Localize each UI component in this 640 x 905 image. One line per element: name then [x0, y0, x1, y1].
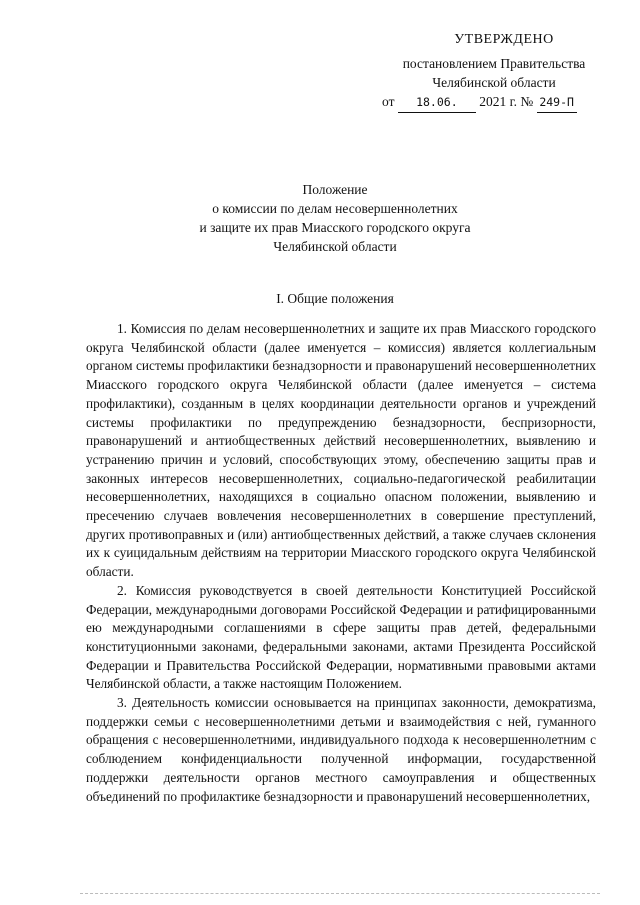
- date-value: 18.06.: [398, 93, 476, 113]
- approval-stamp: [384, 30, 604, 113]
- document-body: [86, 320, 596, 806]
- paragraph-2: 2. Комиссия руководствуется в своей деятельности Конституцией Российской Федерации, международными договорами Российской Федерации и ратифицированными ею международными соглашениями в сфере защиты прав детей, федеральными конституционными законами, федеральными законами, актами Президента Российской Федерации и Правительства Российской Федерации, нормативными правовыми актами Челябинской области, а также настоящим Положением.: [86, 582, 596, 692]
- approval-date-line: [382, 92, 604, 113]
- section-heading: I. Общие положения: [276, 291, 394, 306]
- title-line-2: о комиссии по делам несовершеннолетних: [212, 201, 458, 216]
- approval-line-2: Челябинской области: [432, 75, 556, 90]
- title-line-3: и защите их прав Миасского городского округа: [199, 220, 471, 235]
- date-prefix: от: [382, 94, 395, 109]
- document-title: [90, 180, 580, 256]
- year-text: 2021 г. №: [479, 94, 534, 109]
- document-number: 249-П: [537, 93, 577, 113]
- approval-heading: УТВЕРЖДЕНО: [454, 32, 554, 47]
- scan-edge-line: [80, 893, 600, 894]
- title-line-4: Челябинской области: [273, 239, 397, 254]
- approval-line-1: постановлением Правительства: [402, 56, 586, 71]
- paragraph-1: 1. Комиссия по делам несовершеннолетних и защите их прав Миасского городского округа Челябинской области (далее именуется – комиссия) является коллегиальным органом системы профилактики безнадзорности и правонарушений несовершеннолетних Миасского городского округа Челябинской области (далее именуется – система профилактики), созданным в целях координации деятельности органов и учреждений системы профилактики по предупреждению безнадзорности, беспризорности, правонарушений и антиобщественных действий несовершеннолетних, выявлению и устранению причин и условий, способствующих этому, обеспечению защиты прав и законных интересов несовершеннолетних, социально-педагогической реабилитации несовершеннолетних, находящихся в социально опасном положении, выявлению и пресечению случаев вовлечения несовершеннолетних в совершение преступлений, других противоправных и (или) антиобщественных действий, а также случаев склонения их к суицидальным действиям на территории Миасского городского округа Челябинской области.: [86, 321, 596, 580]
- paragraph-3: 3. Деятельность комиссии основывается на принципах законности, демократизма, поддержки семьи с несовершеннолетними детьми и взаимодействия с ней, гуманного обращения с несовершеннолетними, индивидуального подхода к несовершеннолетним с соблюдением конфиденциальности полученной информации, государственной поддержки деятельности органов местного самоуправления и общественных объединений по профилактике безнадзорности и правонарушений несовершеннолетних,: [86, 695, 596, 804]
- title-line-1: Положение: [302, 182, 368, 197]
